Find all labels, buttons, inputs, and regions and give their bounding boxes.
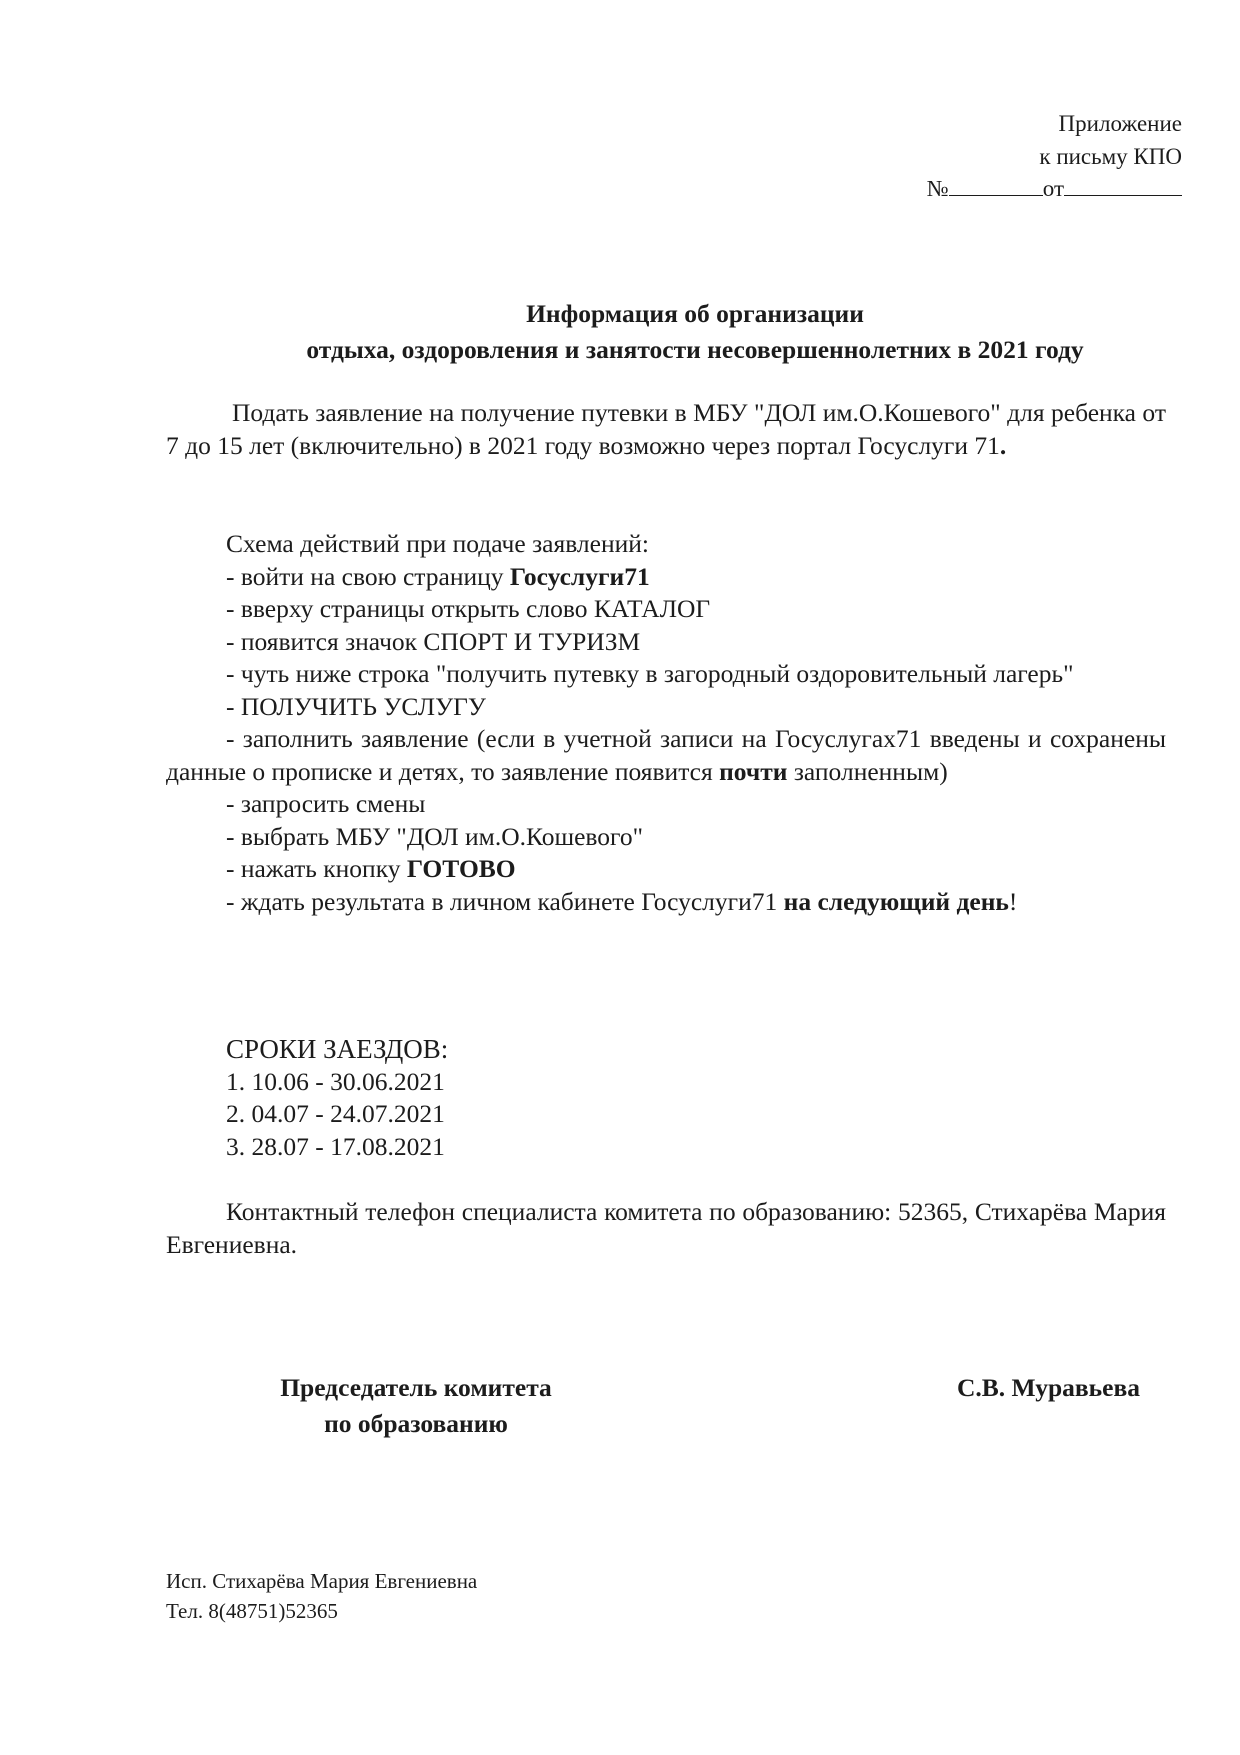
position-line-2: по образованию xyxy=(324,1409,508,1439)
executor-block xyxy=(166,1566,477,1627)
date-blank xyxy=(1064,177,1182,196)
scheme-step-9 xyxy=(166,853,1166,886)
annex-title: Приложение xyxy=(1058,111,1182,136)
scheme-step-6 xyxy=(166,723,1166,788)
executor-phone: Тел. 8(48751)52365 xyxy=(166,1599,338,1624)
intro-text: Подать заявление на получение путевки в МБУ "ДОЛ им.О.Кошевого" для ребенка от 7 до 15 лет (включительно) в 2021 году возможно через портал Госуслуги 71 xyxy=(166,398,1166,460)
scheme-step-5: - ПОЛУЧИТЬ УСЛУГУ xyxy=(226,691,486,721)
annex-block xyxy=(882,108,1182,206)
step-6-bold: почти xyxy=(719,756,788,786)
step-10-text: - ждать результата в личном кабинете Госуслуги71 xyxy=(226,886,784,916)
document-title xyxy=(230,296,1160,368)
scheme-step-10 xyxy=(166,886,1166,919)
intro-paragraph xyxy=(166,397,1166,462)
title-line-1: Информация об организации xyxy=(526,299,864,328)
scheme-step-2: - вверху страницы открыть слово КАТАЛОГ xyxy=(226,594,711,623)
number-sign: № xyxy=(926,176,949,202)
number-blank xyxy=(949,177,1043,196)
contact-paragraph: Контактный телефон специалиста комитета по образованию: 52365, Стихарёва Мария Евгениевна. xyxy=(166,1197,1166,1259)
scheme-step-7: - запросить смены xyxy=(226,789,426,818)
step-10-bold: на следующий день xyxy=(783,886,1009,916)
terms-heading: СРОКИ ЗАЕЗДОВ: xyxy=(226,1034,449,1064)
scheme-step-1 xyxy=(166,561,1166,594)
scheme-step-3: - появится значок СПОРТ И ТУРИЗМ xyxy=(226,626,641,656)
step-1-bold: Госуслуги71 xyxy=(509,561,650,591)
title-line-2: отдыха, оздоровления и занятости несовершеннолетних в 2021 году xyxy=(306,335,1084,365)
arrival-terms xyxy=(166,1033,1166,1163)
signatory-position xyxy=(246,1370,586,1442)
annex-letter-ref: к письму КПО xyxy=(1039,143,1182,169)
position-line-1: Председатель комитета xyxy=(280,1373,552,1402)
scheme-step-4: - чуть ниже строка "получить путевку в загородный оздоровительный лагерь" xyxy=(226,659,1074,688)
terms-item-3: 3. 28.07 - 17.08.2021 xyxy=(226,1131,445,1161)
step-6-text: - заполнить заявление (если в учетной записи на Госуслугах71 введены и сохранены данные о прописке и детях, то заявление появится xyxy=(166,724,1166,786)
step-9-text: - нажать кнопку xyxy=(226,854,407,883)
terms-item-2: 2. 04.07 - 24.07.2021 xyxy=(226,1099,445,1128)
signatory-name: С.В. Муравьева xyxy=(956,1373,1140,1402)
executor-name: Исп. Стихарёва Мария Евгениевна xyxy=(166,1569,478,1593)
step-9-bold: ГОТОВО xyxy=(406,854,516,883)
step-10-end: ! xyxy=(1008,886,1018,916)
step-1-text: - войти на свою страницу xyxy=(226,561,510,591)
intro-end: . xyxy=(999,430,1007,460)
scheme-heading: Схема действий при подаче заявлений: xyxy=(226,529,649,558)
terms-item-1: 1. 10.06 - 30.06.2021 xyxy=(226,1066,445,1096)
action-scheme xyxy=(166,528,1166,918)
step-6-end: заполненным) xyxy=(787,756,948,786)
annex-number-date-line xyxy=(882,173,1182,206)
date-prefix: от xyxy=(1042,176,1064,202)
scheme-step-8: - выбрать МБУ "ДОЛ им.О.Кошевого" xyxy=(226,821,644,851)
